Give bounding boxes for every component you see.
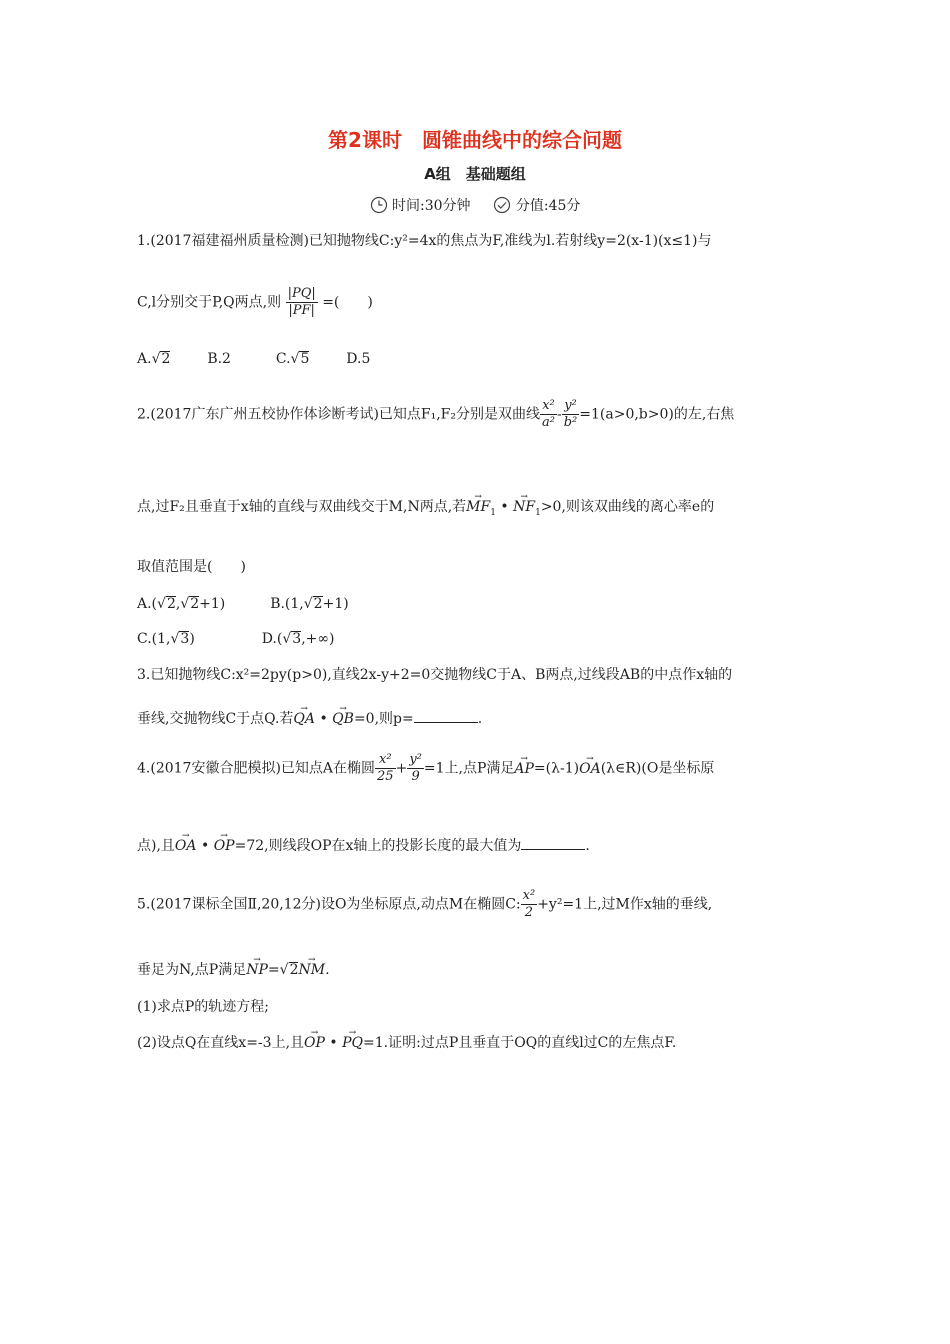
q5-part1: (1)求点P的轨迹方程; bbox=[137, 999, 269, 1015]
q1-option-a: A.√2 bbox=[137, 351, 171, 367]
vector-nf1: → NF bbox=[513, 497, 535, 517]
clock-icon bbox=[370, 196, 388, 214]
q2-text: 2.(2017广东广州五校协作体诊断考试)已知点F₁,F₂分别是双曲线 bbox=[137, 406, 541, 423]
q1-option-c: C.√5 bbox=[275, 351, 310, 367]
q1-option-b: B.2 bbox=[207, 351, 231, 367]
q1-options bbox=[137, 349, 370, 369]
q1-line1: 1.(2017福建福州质量检测)已知抛物线C:y²=4x的焦点为F,准线为l.若射线y=2(x-1)(x≤1)与 bbox=[137, 233, 712, 249]
vector-oa-2: → OA bbox=[175, 836, 197, 856]
vector-op-2: → OP bbox=[304, 1033, 325, 1053]
vector-qb: → QB bbox=[332, 709, 354, 729]
answer-blank bbox=[414, 708, 478, 723]
q1-frac-den: |PF| bbox=[288, 303, 315, 318]
check-circle-icon bbox=[493, 196, 511, 214]
q2-option-a: A.(√2,√2+1) bbox=[137, 596, 226, 612]
q2-line3: 取值范围是( ) bbox=[137, 559, 246, 575]
q1-text: C,l分别交于P,Q两点,则 bbox=[137, 294, 282, 311]
q1-option-d: D.5 bbox=[346, 351, 371, 367]
vector-oa: → OA bbox=[579, 759, 601, 779]
vector-nm: → NM bbox=[298, 960, 325, 980]
q5-line2: 垂足为N,点P满足→ NP=√2→ NM. bbox=[137, 960, 330, 980]
time-label: 时间:30分钟 bbox=[392, 198, 471, 214]
q4-frac-y: $\frac{\text{y²}}{9}$ bbox=[409, 752, 422, 784]
q2-option-c: C.(1,√3) bbox=[137, 631, 195, 647]
q3-line1: 3.已知抛物线C:x²=2py(p>0),直线2x-y+2=0交抛物线C于A、B两点,过线段AB的中点作x轴的 bbox=[137, 667, 733, 683]
q2-frac-y: $\frac{\text{y²}}{\text{b²}}$ bbox=[563, 398, 578, 430]
q1-fraction bbox=[286, 286, 318, 319]
score-label: 分值:45分 bbox=[515, 198, 581, 214]
q1-text-post: =( ) bbox=[322, 294, 373, 311]
vector-np: → NP bbox=[246, 960, 268, 980]
answer-blank bbox=[521, 835, 585, 850]
group-heading: A组 基础题组 bbox=[424, 165, 526, 183]
q2-line2: 点,过F₂且垂直于x轴的直线与双曲线交于M,N两点,若→ $MF_1$ • → $NF_1>0$,则该双曲线的离心率e的 bbox=[137, 497, 714, 523]
q2-text-post: =1(a>0,b>0)的左,右焦 bbox=[579, 406, 735, 423]
vector-pq: → PQ bbox=[342, 1033, 363, 1053]
q2-options-ab bbox=[137, 594, 349, 614]
q1-frac-num: |PQ| bbox=[287, 286, 316, 301]
q5-part2: (2)设点Q在直线x=-3上,且→ OP • → PQ=1.证明:过点P且垂直于OQ的直线l过C的左焦点F. bbox=[137, 1033, 676, 1053]
vector-qa: → QA bbox=[293, 709, 315, 729]
q1-line2 bbox=[137, 286, 373, 319]
q5-line1: 5.(2017课标全国Ⅱ,20,12分)设O为坐标原点,动点M在椭圆C: $\frac{\text{x²}}{2}$ +y²=1上,过M作x轴的垂线, bbox=[137, 888, 713, 920]
page-title: 第2课时 圆锥曲线中的综合问题 bbox=[328, 128, 622, 152]
vector-mf1: → MF bbox=[466, 497, 490, 517]
q2-option-b: B.(1,√2+1) bbox=[270, 596, 349, 612]
q4-line1: 4.(2017安徽合肥模拟)已知点A在椭圆 $\frac{\text{x²}}{25}$ + $\frac{\text{y²}}{9}$ =1上,点P满足→ AP=(λ-1)→ OA(λ∈R)(O是坐标原 bbox=[137, 752, 714, 785]
q2-options-cd bbox=[137, 629, 335, 649]
q2-option-d: D.(√3,+∞) bbox=[261, 631, 335, 647]
q5-frac: $\frac{\text{x²}}{2}$ bbox=[522, 888, 536, 920]
vector-ap: → AP bbox=[514, 759, 534, 779]
q2-line1: 2.(2017广东广州五校协作体诊断考试)已知点F₁,F₂分别是双曲线 $\frac{\text{x²}}{\text{a²}}$ - $\frac{\text{y²}}{\text{b²}}$ =1(a>0,b>0)的左,右焦 bbox=[137, 398, 735, 430]
vector-op: → OP bbox=[214, 836, 235, 856]
q4-line2: 点),且→ OA • → OP=72,则线段OP在x轴上的投影长度的最大值为 . bbox=[137, 835, 590, 856]
q4-frac-x: $\frac{\text{x²}}{25}$ bbox=[377, 752, 394, 784]
q3-line2: 垂线,交抛物线C于点Q.若→ QA • → QB=0,则p= . bbox=[137, 708, 482, 729]
exam-meta bbox=[0, 195, 950, 215]
q2-frac-x: $\frac{\text{x²}}{\text{a²}}$ bbox=[542, 398, 555, 430]
